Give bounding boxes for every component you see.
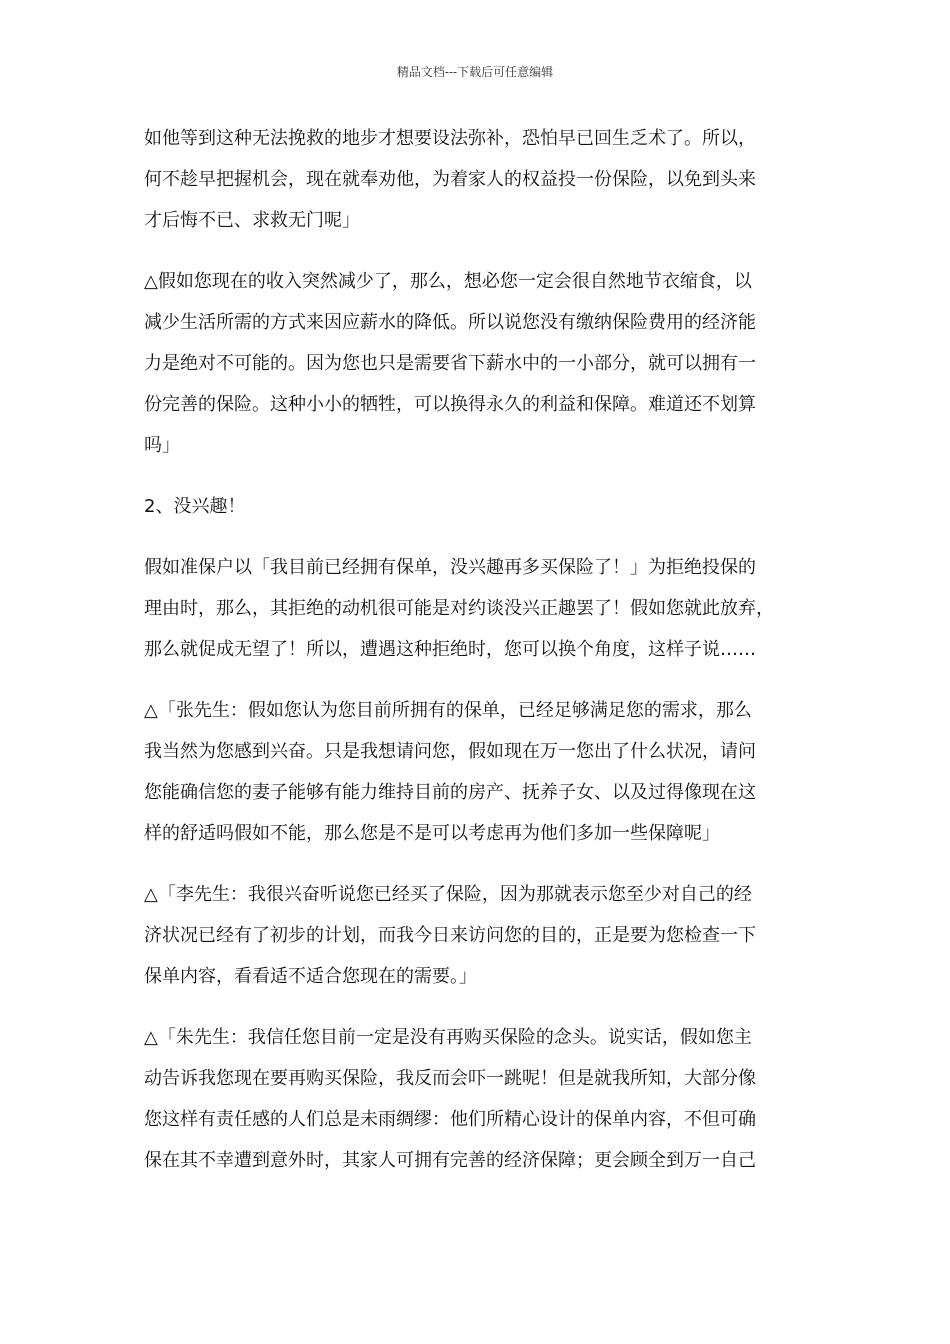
page-header: 精品文档---下载后可任意编辑 <box>396 65 554 79</box>
text-line: 样的舒适吗假如不能，那么您是不是可以考虑再为他们多加一些保障呢」 <box>144 823 720 844</box>
text-line: 您这样有责任感的人们总是未雨绸缪：他们所精心设计的保单内容，不但可确 <box>144 1109 756 1130</box>
text-line: △「李先生：我很兴奋听说您已经买了保险，因为那就表示您至少对自己的经 <box>144 884 752 905</box>
text-line: 那么就促成无望了！所以，遭遇这种拒绝时，您可以换个角度，这样子说…… <box>144 639 756 660</box>
text-line: 假如准保户以「我目前已经拥有保单，没兴趣再多买保险了！」为拒绝投保的 <box>144 557 756 578</box>
paragraph-2 <box>144 261 814 466</box>
text-line: 理由时，那么，其拒绝的动机很可能是对约谈没兴正趣罢了！假如您就此放弃， <box>144 598 774 619</box>
text-line: 才后悔不已、求救无门呢」 <box>144 210 360 231</box>
paragraph-5 <box>144 690 814 854</box>
heading-line: 2、没兴趣！ <box>144 496 246 517</box>
text-line: 保在其不幸遭到意外时，其家人可拥有完善的经济保障；更会顾全到万一自己 <box>144 1150 756 1171</box>
text-line: 济状况已经有了初步的计划，而我今日来访问您的目的，正是要为您检查一下 <box>144 925 756 946</box>
text-line: 如他等到这种无法挽救的地步才想要设法弥补，恐怕早已回生乏术了。所以， <box>144 128 756 149</box>
text-line: 减少生活所需的方式来因应薪水的降低。所以说您没有缴纳保险费用的经济能 <box>144 312 756 333</box>
text-line: 我当然为您感到兴奋。只是我想请问您，假如现在万一您出了什么状况，请问 <box>144 741 756 762</box>
text-line: △「张先生：假如您认为您目前所拥有的保单，已经足够满足您的需求，那么 <box>144 700 752 721</box>
text-line: 何不趁早把握机会，现在就奉劝他，为着家人的权益投一份保险，以免到头来 <box>144 169 756 190</box>
paragraph-4 <box>144 547 814 670</box>
text-line: △假如您现在的收入突然减少了，那么，想必您一定会很自然地节衣缩食，以 <box>144 271 752 292</box>
text-line: 份完善的保险。这种小小的牺牲，可以换得永久的利益和保障。难道还不划算 <box>144 394 756 415</box>
document-body <box>144 118 814 1201</box>
text-line: 保单内容，看看适不适合您现在的需要。」 <box>144 966 477 987</box>
paragraph-1 <box>144 118 814 241</box>
text-line: 您能确信您的妻子能够有能力维持目前的房产、抚养子女、以及过得像现在这 <box>144 782 756 803</box>
text-line: 力是绝对不可能的。因为您也只是需要省下薪水中的一小部分，就可以拥有一 <box>144 353 756 374</box>
paragraph-6 <box>144 874 814 997</box>
text-line: △「朱先生：我信任您目前一定是没有再购买保险的念头。说实话，假如您主 <box>144 1027 752 1048</box>
text-line: 吗」 <box>144 435 180 456</box>
text-line: 动告诉我您现在要再购买保险，我反而会吓一跳呢！但是就我所知，大部分像 <box>144 1068 756 1089</box>
paragraph-7 <box>144 1017 814 1181</box>
section-heading <box>144 486 814 527</box>
